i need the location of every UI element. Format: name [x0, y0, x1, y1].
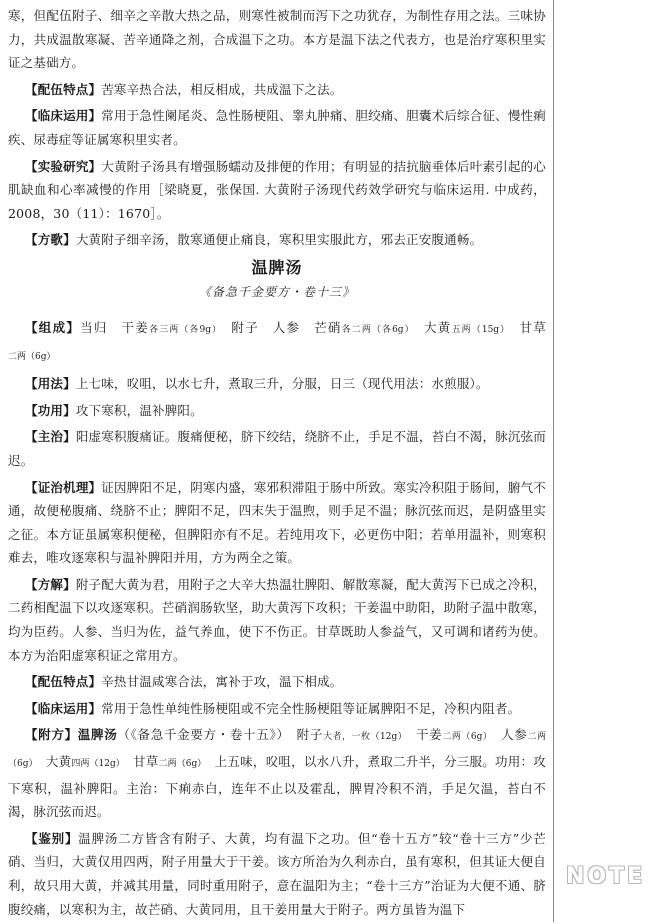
formula-source: 《备急千金要方・卷十三》 [198, 284, 355, 299]
section-text: 攻下寒积，温补脾阳。 [75, 402, 203, 418]
herb-name: 大黄 [410, 319, 452, 335]
section-label: 【临床运用】 [25, 108, 102, 124]
appendix-formula-source: （《备急千金要方・卷十五》） [117, 727, 284, 743]
peiwu-section-2 [8, 670, 546, 694]
section-text: 大黄附子汤具有增强肠蠕动及排便的作用；有明显的拮抗脑垂体后叶素引起的心肌缺血和心率减慢的作用［梁晓夏，张保国. 大黄附子汤现代药效学研究与临床运用. 中成药，2008，30（11）：1670］。 [8, 158, 546, 221]
herb-name: 人参 [487, 727, 528, 743]
research-section [8, 155, 546, 226]
song-section [8, 228, 546, 252]
differentiation-section [8, 827, 546, 921]
section-label: 【实验研究】 [25, 158, 102, 174]
clinical-section [8, 104, 546, 151]
section-label: 【配伍特点】 [25, 81, 102, 97]
margin-rule [553, 0, 554, 922]
composition-section [8, 316, 546, 369]
section-text: 阳虚寒积腹痛证。腹痛便秘，脐下绞结，绕脐不止，手足不温，苔白不渴，脉沉弦而迟。 [8, 429, 546, 468]
page-content [8, 4, 546, 924]
section-label: 【功用】 [25, 402, 76, 418]
section-label: 【组成】 [25, 319, 81, 335]
herb-name: 甘草 [120, 754, 159, 770]
section-label: 【临床运用】 [25, 700, 102, 716]
section-label: 【配伍特点】 [25, 674, 102, 690]
section-label: 【证治机理】 [25, 479, 102, 495]
section-label: 【用法】 [25, 376, 76, 392]
section-text: 辛热甘温咸寒合法，寓补于攻，温下相成。 [101, 674, 343, 690]
section-text: 大黄附子细辛汤，散寒通便止痛良，寒积里实服此方，邪去正安腹通畅。 [75, 232, 483, 248]
indication-section [8, 425, 546, 472]
mechanism-section [8, 476, 546, 570]
herb-name: 附子 人参 芒硝 [217, 319, 342, 335]
dosage: 四两（12g） [71, 759, 121, 770]
formula-title: 温脾汤 [251, 257, 303, 277]
section-text: 上五味，㕮咀，以水八升，煮取二升半，分三服。功用：攻下寒积，温补脾阳。主治：下痢赤白，连年不止以及霍乱，脾胃冷积不消，手足欠温，苔白不渴，脉沉弦而迟。 [8, 754, 546, 820]
note-margin-label: NOTE [566, 864, 646, 889]
section-label: 【附方】 [25, 727, 78, 743]
dosage: 各二两（各6g） [341, 324, 411, 335]
function-section [8, 399, 546, 423]
peiwu-section [8, 78, 546, 102]
section-label: 【方歌】 [25, 232, 76, 248]
continued-text: 寒，但配伍附子、细辛之辛散大热之品，则寒性被制而泻下之功犹存，为制性存用之法。三味协力，共成温散寒凝、苦辛通降之剂，合成温下之功。本方是温下法之代表方，也是治疗寒积里实证之基础方。 [8, 8, 546, 71]
herb-name: 附子 [283, 727, 324, 743]
section-text: 上七味，㕮咀，以水七升，煮取三升，分服，日三（现代用法：水煎服）。 [75, 376, 489, 392]
section-label: 【鉴别】 [25, 830, 79, 846]
dosage: 五两（15g） [451, 324, 506, 335]
appendix-formula-section [8, 723, 546, 823]
section-text: 苦寒辛热合法，相反相成，共成温下之法。 [101, 81, 343, 97]
dosage: 各三两（各9g） [149, 324, 218, 335]
clinical-section-2 [8, 697, 546, 721]
dosage: 大者，一枚（12g） [323, 732, 403, 743]
section-text: 证因脾阳不足，阴寒内盛，寒邪积滞阻于肠中所致。寒实冷积阻于肠间，腑气不通，故便秘腹痛、绕脐不止；脾阳不足，四末失于温煦，则手足不温；脉沉弦而迟，是阴盛里实之征。本方证虽属寒积便秘，但脾阳亦有不足。若纯用攻下，必更伤中阳；若单用温补，则寒积难去，唯攻逐寒积与温补脾阳并用，方为两全之策。 [8, 479, 546, 566]
section-text: 附子配大黄为君，用附子之大辛大热温壮脾阳、解散寒凝，配大黄泻下已成之冷积，二药相配温下以攻逐寒积。芒硝润肠软坚，助大黄泻下攻积；干姜温中助阳，助附子温中散寒，均为臣药。人参、当归为佐，益气养血，使下不伤正。甘草既助人参益气，又可调和诸药为使。本方为治阳虚寒积证之常用方。 [8, 576, 546, 663]
dosage: 二两（6g） [442, 732, 488, 743]
section-text: 常用于急性阑尾炎、急性肠梗阻、睾丸肿痛、胆绞痛、胆囊术后综合征、慢性痢疾、尿毒症等证属寒积里实者。 [8, 108, 546, 147]
continued-paragraph [8, 4, 546, 75]
herb-name: 干姜 [402, 727, 443, 743]
herb-name: 甘草 [505, 319, 546, 335]
section-text: 温脾汤二方皆含有附子、大黄，均有温下之功。但“卷十五方”较“卷十三方”少芒硝、当归，大黄仅用四两，附子用量大于干姜。该方所治为久利赤白，虽有寒积，但其证大便自利，故只用大黄，并减其用量，同时重用附子，意在温阳为主；“卷十三方”治证为大便不通、脐腹绞痛，以寒积为主，故芒硝、大黄同用，且干姜用量大于附子。两方虽皆为温下 [8, 830, 546, 917]
analysis-section [8, 573, 546, 667]
usage-section [8, 372, 546, 396]
section-label: 【主治】 [25, 429, 76, 445]
appendix-formula-name: 温脾汤 [77, 727, 118, 743]
herb-name: 大黄 [33, 754, 72, 770]
dosage: 二两（6g） [8, 732, 546, 770]
herb-name: 当归 干姜 [80, 319, 150, 335]
dosage: 二两（6g） [8, 351, 56, 362]
section-text: 常用于急性单纯性肠梗阻或不完全性肠梗阻等证属脾阳不足，冷积内阻者。 [101, 700, 521, 716]
dosage: 二两（6g） [158, 759, 202, 770]
section-label: 【方解】 [25, 576, 76, 592]
